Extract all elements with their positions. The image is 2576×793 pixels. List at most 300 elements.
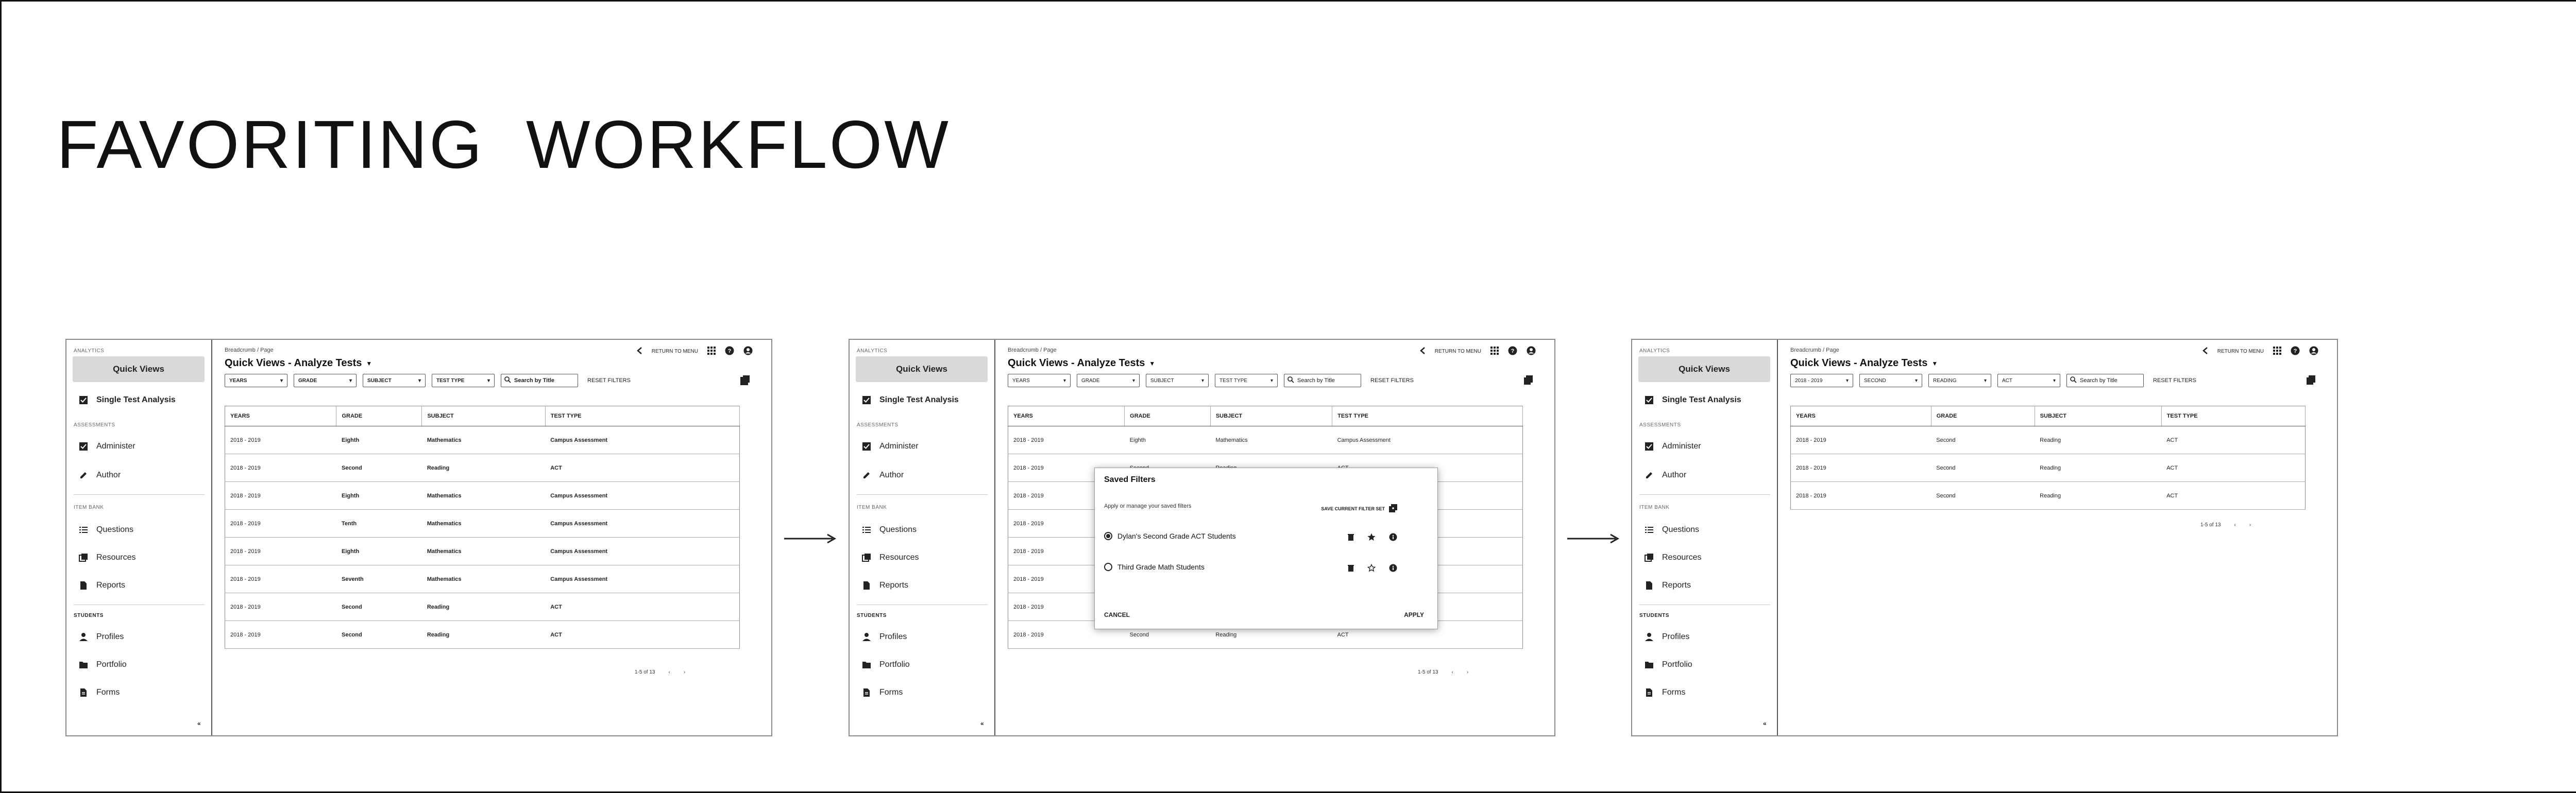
table-row[interactable] (1791, 426, 2306, 454)
radio-dot (1106, 534, 1110, 538)
breadcrumb[interactable]: Breadcrumb / Page (1790, 347, 1839, 353)
table-row[interactable] (1791, 482, 2306, 510)
sidebar-item-label: Portfolio (879, 660, 910, 669)
sidebar-item-label: Administer (1662, 442, 1701, 451)
test-type-filter-value: ACT (2002, 377, 2012, 384)
subject-filter-label: SUBJECT (1150, 377, 1174, 384)
list-icon (78, 524, 89, 536)
section-assessments: ASSESSMENTS (74, 422, 115, 428)
sidebar (1632, 340, 1778, 735)
page-title[interactable] (1008, 357, 1155, 369)
back-chevron-icon[interactable] (2202, 347, 2208, 356)
form-icon (861, 687, 872, 698)
grid-menu-icon[interactable] (2273, 347, 2281, 356)
chevron-down-icon: ▾ (1132, 377, 1135, 384)
table-row[interactable] (225, 510, 740, 538)
filter-bar (225, 374, 631, 387)
table-cell: Seventh (336, 565, 422, 593)
add-filter-icon (1389, 504, 1397, 513)
sidebar-item-forms[interactable] (1643, 687, 1685, 698)
info-icon[interactable] (1389, 564, 1397, 575)
sidebar-item-label: Portfolio (96, 660, 127, 669)
search-placeholder: Search by Title (514, 377, 555, 384)
pagination (2200, 522, 2251, 528)
save-current-label: SAVE CURRENT FILTER SET (1321, 506, 1385, 511)
table-cell: Reading (422, 454, 545, 482)
table-row[interactable] (225, 482, 740, 510)
sidebar-item-label: Single Test Analysis (1662, 395, 1741, 404)
table-row[interactable] (1008, 426, 1523, 454)
table-cell: 2018 - 2019 (225, 454, 336, 482)
library-icon (78, 552, 89, 563)
table-cell: Reading (422, 593, 545, 621)
grade-filter-label: GRADE (1081, 377, 1100, 384)
info-icon[interactable] (1389, 533, 1397, 544)
svg-text:?: ? (2293, 348, 2297, 354)
person-icon (1643, 631, 1655, 643)
table-cell: 2018 - 2019 (1008, 454, 1125, 482)
sidebar-item-resources[interactable] (1643, 552, 1701, 563)
search-placeholder: Search by Title (1297, 377, 1335, 384)
document-icon (1643, 580, 1655, 591)
page-title-text: Quick Views - Analyze Tests (1008, 357, 1145, 369)
table-cell: Second (1931, 426, 2035, 454)
table-cell: Tenth (336, 510, 422, 538)
search-input[interactable] (1284, 374, 1361, 387)
test-type-filter[interactable] (1997, 374, 2060, 387)
previous-page-icon[interactable]: ‹ (2234, 522, 2236, 528)
person-icon (861, 631, 872, 643)
sidebar-item-label: Resources (96, 553, 136, 562)
table-row[interactable] (225, 621, 740, 649)
test-type-filter[interactable] (432, 374, 495, 387)
section-item-bank: ITEM BANK (857, 505, 887, 510)
grade-filter[interactable] (1077, 374, 1140, 387)
sidebar-item-quick-views[interactable]: Quick Views (1638, 356, 1770, 382)
help-icon[interactable] (725, 346, 734, 357)
sidebar-item-author[interactable] (861, 470, 904, 481)
table-cell: 2018 - 2019 (225, 565, 336, 593)
help-icon[interactable] (2291, 346, 2300, 357)
sidebar-divider (857, 494, 988, 495)
years-filter[interactable] (225, 374, 287, 387)
saved-filter-label: Third Grade Math Students (1117, 563, 1205, 571)
sidebar-item-forms[interactable] (78, 687, 120, 698)
grade-filter[interactable] (1859, 374, 1922, 387)
filter-bar (1790, 374, 2196, 387)
sidebar-item-administer[interactable] (861, 441, 919, 452)
chevron-down-icon: ▼ (1931, 359, 1938, 367)
folder-icon (1643, 659, 1655, 670)
filter-bar (1008, 374, 1414, 387)
collapse-sidebar-icon[interactable]: « (197, 720, 201, 727)
account-icon[interactable] (1527, 346, 1536, 357)
test-type-filter[interactable] (1215, 374, 1278, 387)
previous-page-icon[interactable]: ‹ (668, 669, 670, 675)
pencil-icon (78, 470, 89, 481)
table-cell: ACT (545, 593, 739, 621)
table-cell: 2018 - 2019 (1791, 426, 1931, 454)
workflow-title: FAVORITING WORKFLOW (57, 107, 951, 182)
sidebar-item-label: Author (1662, 471, 1687, 479)
column-header-test-type[interactable]: TEST TYPE (545, 406, 739, 426)
column-header-subject[interactable]: SUBJECT (422, 406, 545, 426)
search-placeholder: Search by Title (2080, 377, 2117, 384)
checkbox-icon (861, 394, 872, 406)
sidebar-item-quick-views[interactable]: Quick Views (73, 356, 205, 382)
sidebar-item-profiles[interactable] (861, 631, 907, 643)
years-filter-label: YEARS (1012, 377, 1030, 384)
sidebar-item-single-test-analysis[interactable] (1643, 394, 1741, 406)
saved-filter-actions (1348, 533, 1397, 544)
sidebar-item-resources[interactable] (861, 552, 919, 563)
table-cell: Campus Assessment (545, 538, 739, 565)
sidebar-item-questions[interactable] (861, 524, 917, 536)
sidebar-item-label: Questions (1662, 525, 1700, 534)
chevron-down-icon: ▾ (1201, 377, 1204, 384)
sidebar-item-author[interactable] (1643, 470, 1686, 481)
subject-filter[interactable] (363, 374, 426, 387)
chevron-down-icon: ▾ (1914, 377, 1918, 384)
saved-filter-item[interactable] (1104, 532, 1236, 540)
section-item-bank: ITEM BANK (1639, 505, 1670, 510)
table-cell: ACT (545, 454, 739, 482)
section-students: STUDENTS (1639, 613, 1669, 618)
chevron-down-icon: ▼ (1149, 359, 1156, 367)
sidebar-item-resources[interactable] (78, 552, 135, 563)
screen-2-saved-filters-modal (849, 339, 1555, 736)
main-content (995, 340, 1554, 735)
sidebar-item-portfolio[interactable] (1643, 659, 1692, 670)
document-icon (861, 580, 872, 591)
sidebar-item-administer[interactable] (78, 441, 135, 452)
grid-menu-icon[interactable] (707, 347, 716, 356)
table-cell: Eighth (1125, 426, 1211, 454)
saved-filters-icon[interactable] (1523, 375, 1534, 388)
sidebar-divider (74, 494, 205, 495)
page-title-text: Quick Views - Analyze Tests (1790, 357, 1928, 369)
table-cell: 2018 - 2019 (1008, 426, 1125, 454)
sidebar-item-label: Single Test Analysis (96, 395, 176, 404)
chevron-down-icon: ▾ (2053, 377, 2056, 384)
table-cell: 2018 - 2019 (1008, 482, 1125, 510)
sidebar-item-profiles[interactable] (1643, 631, 1689, 643)
table-cell: Second (336, 454, 422, 482)
table-cell: 2018 - 2019 (1008, 565, 1125, 593)
radio-selected[interactable] (1104, 532, 1112, 540)
sidebar-item-label: Profiles (96, 632, 124, 641)
return-to-menu-link[interactable]: RETURN TO MENU (651, 349, 698, 354)
library-icon (1643, 552, 1655, 563)
table-cell: Campus Assessment (545, 426, 739, 454)
document-icon (78, 580, 89, 591)
next-page-icon[interactable]: › (683, 669, 686, 675)
sidebar-divider (1639, 494, 1770, 495)
svg-text:?: ? (727, 348, 732, 354)
library-icon (861, 552, 872, 563)
table-cell: Eighth (336, 538, 422, 565)
table-cell: ACT (1332, 621, 1523, 649)
list-icon (1643, 524, 1655, 536)
checkbox-icon (78, 394, 89, 406)
reset-filters-button[interactable]: RESET FILTERS (587, 377, 631, 384)
table-cell: Second (336, 593, 422, 621)
sidebar-item-reports[interactable] (861, 580, 908, 591)
sidebar-item-profiles[interactable] (78, 631, 124, 643)
breadcrumb[interactable]: Breadcrumb / Page (225, 347, 274, 353)
saved-filter-item[interactable] (1104, 563, 1205, 571)
flow-arrow-icon (783, 533, 837, 544)
folder-icon (861, 659, 872, 670)
table-row[interactable] (225, 454, 740, 482)
table-cell: Campus Assessment (545, 510, 739, 538)
table-cell: 2018 - 2019 (1791, 482, 1931, 510)
back-chevron-icon[interactable] (1419, 347, 1426, 356)
table-cell: 2018 - 2019 (225, 593, 336, 621)
collapse-sidebar-icon[interactable]: « (980, 720, 984, 727)
table-cell: Mathematics (422, 538, 545, 565)
search-input[interactable] (2066, 374, 2144, 387)
table-body (1791, 426, 2306, 510)
sidebar-item-label: Portfolio (1662, 660, 1692, 669)
table-cell: ACT (545, 621, 739, 649)
pencil-icon (1643, 470, 1655, 481)
sidebar-item-label: Reports (1662, 581, 1691, 590)
folder-icon (78, 659, 89, 670)
search-icon (504, 376, 511, 385)
column-header-test-type[interactable]: TEST TYPE (2161, 406, 2305, 426)
table-cell: Mathematics (422, 510, 545, 538)
sidebar-item-portfolio[interactable] (861, 659, 910, 670)
column-header-grade[interactable]: GRADE (336, 406, 422, 426)
sidebar-item-label: Forms (1662, 688, 1686, 697)
sidebar-item-label: Resources (879, 553, 919, 562)
column-header-test-type[interactable]: TEST TYPE (1332, 406, 1523, 426)
table-cell: 2018 - 2019 (225, 482, 336, 510)
table-cell: Reading (2035, 454, 2161, 482)
sidebar-item-single-test-analysis[interactable] (78, 394, 176, 406)
table-header-row (1008, 406, 1523, 426)
subject-filter-label: SUBJECT (367, 377, 392, 384)
sidebar-item-label: Forms (879, 688, 903, 697)
table-row[interactable] (225, 565, 740, 593)
table-cell: Reading (1210, 621, 1332, 649)
sidebar-item-label: Forms (96, 688, 120, 697)
star-outline-icon[interactable] (1367, 564, 1376, 575)
next-page-icon[interactable]: › (2249, 522, 2251, 528)
svg-text:?: ? (1511, 348, 1515, 354)
sidebar-item-portfolio[interactable] (78, 659, 127, 670)
chevron-down-icon: ▾ (1845, 377, 1849, 384)
list-icon (861, 524, 872, 536)
subject-filter[interactable] (1146, 374, 1209, 387)
sidebar-item-label: Author (879, 471, 904, 479)
table-cell: 2018 - 2019 (225, 510, 336, 538)
chevron-down-icon: ▾ (418, 377, 421, 384)
sidebar-item-administer[interactable] (1643, 441, 1701, 452)
reset-filters-button[interactable]: RESET FILTERS (1370, 377, 1414, 384)
search-input[interactable] (501, 374, 578, 387)
grade-filter-label: GRADE (298, 377, 317, 384)
table-cell: 2018 - 2019 (1008, 621, 1125, 649)
years-filter-value: 2018 - 2019 (1795, 377, 1823, 384)
screen-3-filters-applied (1631, 339, 2338, 736)
section-analytics: ANALYTICS (857, 348, 888, 354)
table-cell: 2018 - 2019 (225, 621, 336, 649)
table-cell: ACT (2161, 426, 2305, 454)
column-header-grade[interactable]: GRADE (1125, 406, 1211, 426)
chevron-down-icon: ▾ (280, 377, 283, 384)
sidebar-item-questions[interactable] (78, 524, 133, 536)
subject-filter[interactable] (1928, 374, 1991, 387)
checkbox-icon (1643, 441, 1655, 452)
grade-filter[interactable] (294, 374, 357, 387)
screen-1-default (65, 339, 772, 736)
back-chevron-icon[interactable] (636, 347, 642, 356)
years-filter[interactable] (1790, 374, 1853, 387)
sidebar-item-label: Author (96, 471, 121, 479)
sidebar-item-quick-views[interactable]: Quick Views (856, 356, 988, 382)
table-row[interactable] (225, 426, 740, 454)
account-icon[interactable] (2309, 346, 2318, 357)
sidebar-item-author[interactable] (78, 470, 121, 481)
section-analytics: ANALYTICS (74, 348, 105, 354)
sidebar-item-single-test-analysis[interactable] (861, 394, 959, 406)
sidebar-item-label: Reports (879, 581, 909, 590)
table-cell: Campus Assessment (545, 482, 739, 510)
top-actions (2202, 346, 2318, 357)
table-row[interactable] (225, 593, 740, 621)
table-cell: Second (1931, 454, 2035, 482)
results-table (225, 406, 740, 649)
modal-subtitle: Apply or manage your saved filters (1104, 503, 1192, 509)
delete-icon[interactable] (1348, 533, 1354, 543)
table-body (225, 426, 740, 649)
sidebar (66, 340, 212, 735)
column-header-subject[interactable]: SUBJECT (2035, 406, 2161, 426)
sidebar-item-reports[interactable] (1643, 580, 1691, 591)
next-page-icon[interactable]: › (1466, 669, 1469, 675)
table-cell: Mathematics (422, 482, 545, 510)
column-header-years[interactable]: YEARS (1008, 406, 1125, 426)
account-icon[interactable] (743, 346, 753, 357)
pagination-range: 1-5 of 13 (635, 669, 655, 675)
apply-button[interactable]: APPLY (1404, 611, 1424, 618)
pagination (1418, 669, 1468, 675)
sidebar-item-label: Administer (879, 442, 919, 451)
sidebar-item-forms[interactable] (861, 687, 903, 698)
search-icon (1287, 376, 1294, 385)
sidebar-item-label: Questions (879, 525, 917, 534)
save-current-filter-button[interactable] (1321, 504, 1397, 513)
pagination (635, 669, 685, 675)
pagination-range: 1-5 of 13 (2200, 522, 2221, 528)
table-cell: Reading (2035, 426, 2161, 454)
table-cell: Mathematics (422, 426, 545, 454)
table-header-row (225, 406, 740, 426)
sidebar-item-label: Profiles (879, 632, 907, 641)
column-header-years[interactable]: YEARS (225, 406, 336, 426)
table-cell: Second (1931, 482, 2035, 510)
modal-title: Saved Filters (1104, 475, 1156, 484)
table-cell: 2018 - 2019 (1008, 538, 1125, 565)
saved-filters-icon[interactable] (2306, 375, 2316, 388)
checkbox-icon (1643, 394, 1655, 406)
chevron-down-icon: ▾ (1984, 377, 1987, 384)
checkbox-icon (861, 441, 872, 452)
table-cell: 2018 - 2019 (1791, 454, 1931, 482)
help-icon[interactable] (1508, 346, 1517, 357)
sidebar-item-label: Single Test Analysis (879, 395, 959, 404)
breadcrumb[interactable]: Breadcrumb / Page (1008, 347, 1057, 353)
sidebar-item-label: Questions (96, 525, 134, 534)
star-filled-icon[interactable] (1367, 533, 1376, 544)
sidebar-item-label: Administer (96, 442, 135, 451)
main-content (1778, 340, 2337, 735)
column-header-grade[interactable]: GRADE (1931, 406, 2035, 426)
saved-filter-label: Dylan's Second Grade ACT Students (1117, 532, 1236, 540)
reset-filters-button[interactable]: RESET FILTERS (2153, 377, 2196, 384)
pagination-range: 1-5 of 13 (1418, 669, 1438, 675)
collapse-sidebar-icon[interactable]: « (1763, 720, 1767, 727)
table-cell: Second (1125, 621, 1211, 649)
years-filter[interactable] (1008, 374, 1071, 387)
table-cell: 2018 - 2019 (1008, 510, 1125, 538)
cancel-button[interactable]: CANCEL (1104, 611, 1130, 618)
section-analytics: ANALYTICS (1639, 348, 1670, 354)
return-to-menu-link[interactable]: RETURN TO MENU (2217, 349, 2264, 354)
page-title[interactable] (1790, 357, 1938, 369)
table-cell: Mathematics (422, 565, 545, 593)
section-students: STUDENTS (857, 613, 887, 618)
table-cell: Eighth (336, 482, 422, 510)
table-header-row (1791, 406, 2306, 426)
grade-filter-value: SECOND (1864, 377, 1886, 384)
table-row[interactable] (225, 538, 740, 565)
saved-filter-actions (1348, 564, 1397, 575)
table-cell: Eighth (336, 426, 422, 454)
table-cell: 2018 - 2019 (225, 426, 336, 454)
column-header-years[interactable]: YEARS (1791, 406, 1931, 426)
saved-filters-modal (1094, 468, 1438, 629)
flow-arrow-icon (1566, 533, 1620, 544)
radio-unselected[interactable] (1104, 563, 1112, 571)
sidebar-item-reports[interactable] (78, 580, 125, 591)
test-type-filter-label: TEST TYPE (1219, 377, 1248, 384)
saved-filters-icon[interactable] (740, 375, 751, 388)
chevron-down-icon: ▾ (349, 377, 352, 384)
table-cell: 2018 - 2019 (1008, 593, 1125, 621)
column-header-subject[interactable]: SUBJECT (1210, 406, 1332, 426)
grid-menu-icon[interactable] (1490, 347, 1499, 356)
results-table (1790, 406, 2306, 510)
sidebar-item-label: Profiles (1662, 632, 1690, 641)
sidebar-item-questions[interactable] (1643, 524, 1699, 536)
page-title[interactable] (225, 357, 372, 369)
person-icon (78, 631, 89, 643)
table-cell: Second (336, 621, 422, 649)
section-assessments: ASSESSMENTS (1639, 422, 1681, 428)
return-to-menu-link[interactable]: RETURN TO MENU (1434, 349, 1481, 354)
table-cell: Mathematics (1210, 426, 1332, 454)
delete-icon[interactable] (1348, 564, 1354, 574)
chevron-down-icon: ▾ (487, 377, 490, 384)
years-filter-label: YEARS (229, 377, 247, 384)
table-row[interactable] (1791, 454, 2306, 482)
sidebar (850, 340, 995, 735)
section-students: STUDENTS (74, 613, 104, 618)
previous-page-icon[interactable]: ‹ (1451, 669, 1453, 675)
